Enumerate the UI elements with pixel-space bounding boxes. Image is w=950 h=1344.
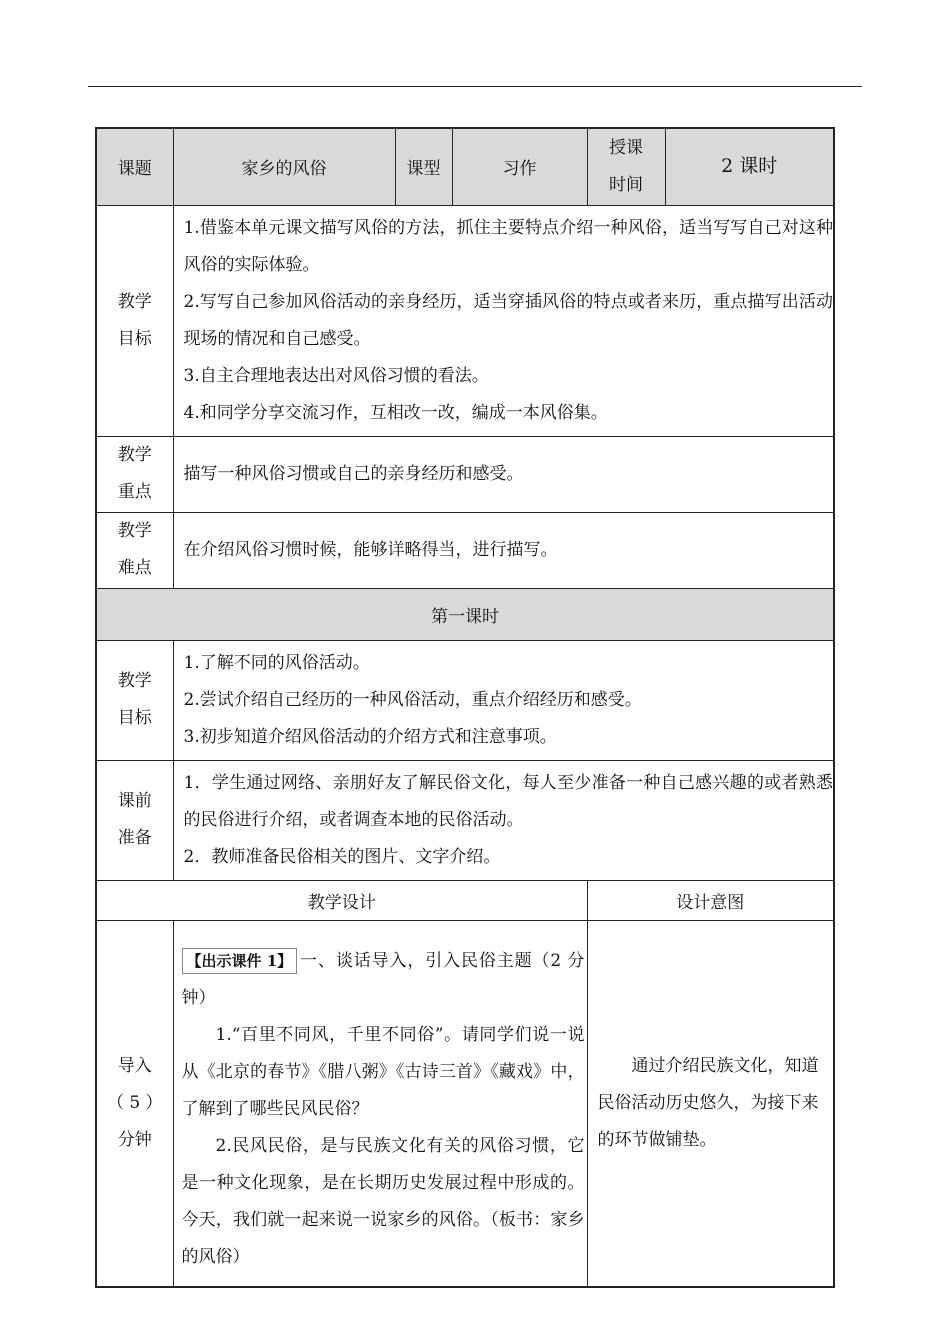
preparation-item: 2．教师准备民俗相关的图片、文字介绍。	[183, 846, 501, 867]
key-point-text: 描写一种风俗习惯或自己的亲身经历和感受。	[173, 436, 834, 512]
header-row	[96, 128, 834, 205]
lesson-goal-item: 3.初步知道介绍风俗活动的介绍方式和注意事项。	[183, 726, 557, 747]
intro-label-1: 导入	[117, 1055, 152, 1076]
type-value: 习作	[452, 128, 587, 205]
teaching-goals-label	[96, 205, 173, 436]
intro-row	[96, 920, 834, 1287]
topic-label: 课题	[96, 128, 173, 205]
time-label-line-1: 授课	[609, 137, 643, 158]
intro-heading-text: 一、谈话导入，引入民俗主题（2 分钟）	[181, 950, 585, 1008]
teaching-goals-content	[173, 205, 834, 436]
header-rule	[88, 86, 862, 87]
lesson-goals-content	[173, 640, 834, 760]
preparation-label-1: 课前	[117, 791, 152, 811]
lesson-one-row	[96, 588, 834, 640]
design-header-row	[96, 880, 834, 920]
intro-label	[96, 920, 173, 1287]
teaching-goal-item: 3.自主合理地表达出对风俗习惯的看法。	[183, 365, 489, 386]
intro-heading	[182, 943, 585, 1017]
intro-paragraph: 2.民风民俗，是与民族文化有关的风俗习惯，它是一种文化现象，是在长期历史发展过程中形成的。今天，我们就一起来说一说家乡的风俗。（板书：家乡的风俗）	[181, 1135, 585, 1267]
preparation-label	[96, 760, 173, 880]
difficulty-text: 在介绍风俗习惯时候，能够详略得当，进行描写。	[173, 512, 834, 588]
courseware-tag: 【出示课件 1】	[182, 948, 298, 974]
intro-design	[173, 920, 587, 1287]
difficulty-row	[96, 512, 834, 588]
lesson-one-title: 第一课时	[96, 588, 834, 640]
key-point-row	[96, 436, 834, 512]
preparation-content	[173, 760, 834, 880]
intro-label-2: （ 5 ）	[106, 1092, 163, 1113]
type-label: 课型	[395, 128, 452, 205]
key-point-label-1: 教学	[117, 445, 152, 465]
intro-intent-text: 通过介绍民族文化，知道民俗活动历史悠久，为接下来的环节做铺垫。	[597, 1055, 819, 1150]
time-value: 2 课时	[665, 128, 834, 205]
difficulty-label-2: 难点	[117, 558, 152, 578]
intro-paragraph: 1.“百里不同风，千里不同俗”。请同学们说一说从《北京的春节》《腊八粥》《古诗三首》《藏戏》中，了解到了哪些民风民俗？	[181, 1024, 585, 1119]
preparation-label-2: 准备	[117, 828, 152, 848]
time-label	[587, 128, 665, 205]
key-point-label-2: 重点	[117, 482, 152, 502]
lesson-plan-table	[95, 127, 835, 1288]
teaching-goals-label-2: 目标	[117, 328, 152, 349]
difficulty-label	[96, 512, 173, 588]
lesson-goals-row	[96, 640, 834, 760]
preparation-item: 1．学生通过网络、亲朋好友了解民俗文化，每人至少准备一种自己感兴趣的或者熟悉的民俗进行介绍，或者调查本地的民俗活动。	[183, 772, 833, 830]
lesson-goals-label-1: 教学	[117, 671, 152, 691]
teaching-goals-row	[96, 205, 834, 436]
topic-value: 家乡的风俗	[173, 128, 395, 205]
time-label-line-2: 时间	[609, 174, 643, 195]
lesson-goals-label	[96, 640, 173, 760]
intro-label-3: 分钟	[117, 1129, 152, 1150]
key-point-label	[96, 436, 173, 512]
intro-intent	[587, 920, 834, 1287]
difficulty-label-1: 教学	[117, 521, 152, 541]
lesson-goals-label-2: 目标	[117, 708, 152, 728]
teaching-goal-item: 2.写写自己参加风俗活动的亲身经历，适当穿插风俗的特点或者来历，重点描写出活动现场的情况和自己感受。	[183, 291, 833, 349]
design-header: 教学设计	[96, 880, 587, 920]
teaching-goal-item: 4.和同学分享交流习作，互相改一改，编成一本风俗集。	[183, 402, 608, 423]
preparation-row	[96, 760, 834, 880]
teaching-goal-item: 1.借鉴本单元课文描写风俗的方法，抓住主要特点介绍一种风俗，适当写写自己对这种风俗的实际体验。	[183, 217, 833, 275]
teaching-goals-label-1: 教学	[117, 291, 152, 312]
intent-header: 设计意图	[587, 880, 834, 920]
lesson-goal-item: 2.尝试介绍自己经历的一种风俗活动，重点介绍经历和感受。	[183, 689, 642, 710]
lesson-goal-item: 1.了解不同的风俗活动。	[183, 652, 370, 673]
